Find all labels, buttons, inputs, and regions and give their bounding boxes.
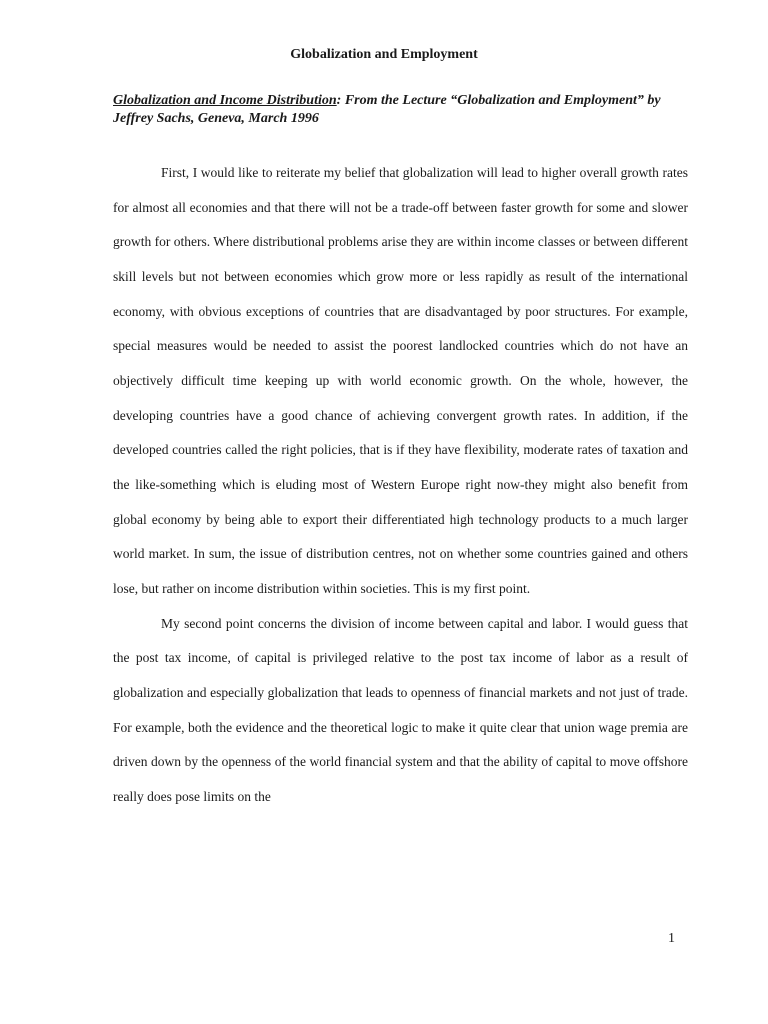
document-title: Globalization and Employment	[290, 47, 478, 62]
subheading-source: : From the Lecture “Globalization and Employment” by Jeffrey Sachs, Geneva, March 1996	[113, 93, 661, 126]
body-text	[113, 156, 688, 814]
paragraph-2: My second point concerns the division of income between capital and labor. I would guess that the post tax income, of capital is privileged relative to the post tax income of labor as a result of globalization and especially globalization that leads to openness of financial markets and not just of trade. For example, both the evidence and the theoretical logic to make it quite clear that union wage premia are driven down by the openness of the world financial system and that the ability of capital to move offshore really does pose limits on the	[113, 615, 688, 804]
subheading-topic: Globalization and Income Distribution	[113, 93, 337, 108]
paragraph-1: First, I would like to reiterate my belief that globalization will lead to higher overall growth rates for almost all economies and that there will not be a trade-off between faster growth for some and slower growth for others. Where distributional problems arise they are within income classes or between different skill levels but not between economies which grow more or less rapidly as result of the international economy, with obvious exceptions of countries that are disadvantaged by poor structures. For example, special measures would be needed to assist the poorest landlocked countries which do not have an objectively difficult time keeping up with world economic growth. On the whole, however, the developing countries have a good chance of achieving convergent growth rates. In addition, if the developed countries called the right policies, that is if they have flexibility, moderate rates of taxation and the like-something which is eluding most of Western Europe right now-they might also benefit from global economy by being able to export their differentiated high technology products to a much larger world market. In sum, the issue of distribution centres, not on whether some countries gained and others lose, but rather on income distribution within societies. This is my first point.	[113, 165, 688, 596]
page-number: 1	[668, 931, 675, 946]
section-subheading	[113, 92, 693, 128]
